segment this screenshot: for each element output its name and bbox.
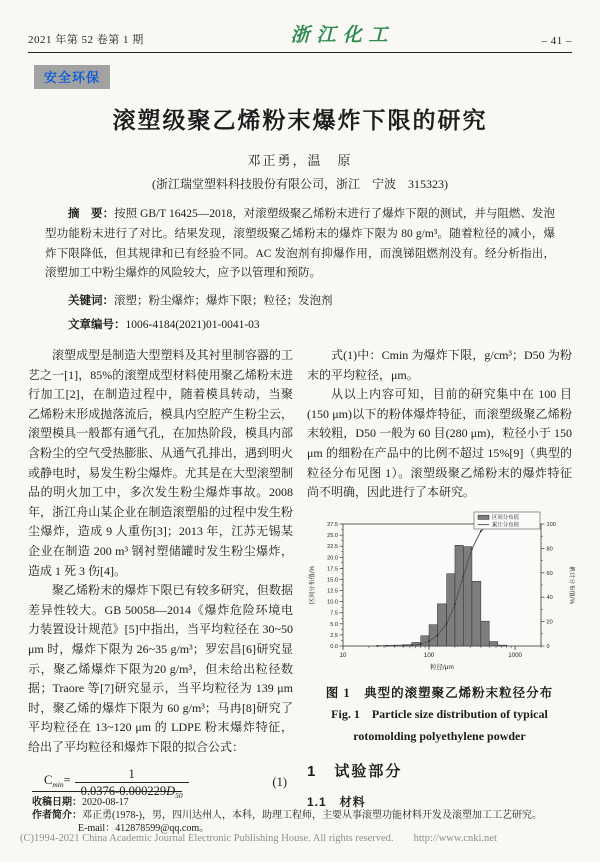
copyright-line xyxy=(20,833,585,844)
svg-text:累计分布值: 累计分布值 xyxy=(492,522,519,529)
svg-text:0: 0 xyxy=(546,643,550,650)
authors: 邓正勇，温 原 xyxy=(247,153,353,168)
keywords-label: 关键词： xyxy=(68,295,114,308)
figure-caption-en-line2: rotomolding polyethylene powder xyxy=(353,729,526,743)
section-heading-1: 1 试验部分 xyxy=(307,762,403,780)
svg-text:2.5: 2.5 xyxy=(330,632,338,639)
equation-number: (1) xyxy=(272,775,287,790)
received-date-label: 收稿日期： xyxy=(32,797,82,808)
svg-text:80: 80 xyxy=(546,546,553,553)
svg-text:12.5: 12.5 xyxy=(327,588,338,595)
svg-text:22.5: 22.5 xyxy=(327,543,338,550)
received-date-value: 2020-08-17 xyxy=(82,797,129,808)
copyright-text: (C)1994-2021 China Academic Journal Electronic Publishing House. All rights reserved. xyxy=(20,833,394,844)
abstract-label: 摘 要： xyxy=(68,208,115,220)
article-title: 滚塑级聚乙烯粉末爆炸下限的研究 xyxy=(112,108,488,133)
particle-size-chart xyxy=(307,511,575,679)
abstract xyxy=(45,205,555,284)
fraction-denominator: $0.0376-0.000229D_{50}$ xyxy=(75,782,189,801)
svg-text:粒径/μm: 粒径/μm xyxy=(430,663,454,671)
abstract-text: 按照 GB/T 16425—2018，对滚塑级聚乙烯粉末进行了爆炸下限的测试，并与阻燃、发泡型功能粉末进行了对比。结果发现，滚塑级聚乙烯粉末的爆炸下限为 80 g/m³。随着粒径的减小，爆炸下限降低，但其规律和已有经验不同。AC 发泡剂有抑爆作用，而溴锑阻燃剂没有。经分析指出，滚塑加工中粉尘爆炸的风险较大，应予以管理和预防。 xyxy=(45,208,556,280)
svg-text:100: 100 xyxy=(546,521,556,528)
section-heading-1-1: 1.1 材料 xyxy=(307,795,366,810)
author-bio-line xyxy=(32,809,578,822)
page-header xyxy=(28,0,572,53)
svg-text:25.0: 25.0 xyxy=(327,532,338,539)
copyright-url: http://www.cnki.net xyxy=(413,833,497,844)
body-columns xyxy=(28,346,575,813)
paragraph: 从以上内容可知，目前的研究集中在 100 目(150 μm)以下的粉体爆炸特征，而滚塑级聚乙烯粉末较粗，D50 一般为 60 目(280 μm)，粒径小于 150 μm 的细粉在产品中的比例不超过 15%[9]（典型的粒径分布见图 1）。滚塑级聚乙烯粉末的爆炸特征尚不明确，因此进行了本研究。 xyxy=(307,387,572,500)
footnote-block xyxy=(32,791,578,835)
figure-1 xyxy=(307,511,575,747)
svg-text:10: 10 xyxy=(339,651,347,659)
affiliation: (浙江瑞堂塑料科技股份有限公司，浙江 宁波 315323) xyxy=(152,177,448,191)
svg-text:27.5: 27.5 xyxy=(327,521,338,528)
paragraph: 式(1)中：Cmin 为爆炸下限，g/cm³；D50 为粉末的平均粒径，μm。 xyxy=(307,348,572,382)
issue-info: 2021 年第 52 卷第 1 期 xyxy=(28,34,144,46)
left-column xyxy=(28,346,293,813)
article-number xyxy=(45,316,555,332)
svg-text:15.0: 15.0 xyxy=(327,577,338,584)
article-number-label: 文章编号： xyxy=(68,319,126,332)
keywords xyxy=(45,292,555,308)
svg-text:40: 40 xyxy=(546,595,553,602)
journal-name: 浙江化工 xyxy=(290,25,395,46)
paragraph: 滚塑成型是制造大型塑料及其衬里制容器的工艺之一[1]，85%的滚塑成型材料使用聚乙烯粉末进行加工[2]，在制造过程中，随着模具转动，当聚乙烯粉末形成抛落流后，模具内空腔产生粉尘云，滚塑模具一般都有通气孔，在加热阶段，模具内部含粉尘的空气受热膨胀、从通气孔排出，遇到明火或静电时，易发生粉尘爆炸。尤其是在大型滚塑制品的明火加工中，多次发生粉尘爆炸事故。2008 年，浙江舟山某企业在制造滚塑船的过程中发生粉尘爆炸，造成 9 人重伤[3]；2013 年，江苏无锡某企业在制造 200 m³ 钢衬塑储罐时发生粉尘爆炸，造成 1 死 3 伤[4]。 xyxy=(28,348,293,578)
svg-text:20.0: 20.0 xyxy=(327,555,338,562)
svg-text:1000: 1000 xyxy=(508,651,522,659)
author-bio-text: 邓正勇(1978-)，男，四川达州人，本科，助理工程师，主要从事滚塑功能材料开发及滚塑加工工艺研究。 xyxy=(82,810,542,821)
fraction-numerator: 1 xyxy=(128,766,135,781)
svg-text:20: 20 xyxy=(546,619,553,626)
paragraph: 聚乙烯粉末的爆炸下限已有较多研究，但数据差异性较大。GB 50058—2014《爆炸危险环境电力装置设计规范》[5]中指出，当平均粒径在 30~50 μm 时，爆炸下限为 26~35 g/m³；罗宏昌[6]研究显示，聚乙烯爆炸下限为20 g/m³，但未给出粒径数据；Traore 等[7]研究显示，当平均粒径为 139 μm 时，聚乙烯的爆炸下限为 60 g/m³；马冉[8]研究了平均粒径在 13~120 μm 的 LDPE 粉末爆炸特征，给出了平均粒径和爆炸下限的拟合公式： xyxy=(28,583,293,754)
svg-text:区间分布值/%: 区间分布值/% xyxy=(309,565,316,604)
page-number: – 41 – xyxy=(541,35,572,47)
svg-text:17.5: 17.5 xyxy=(327,566,338,573)
svg-text:60: 60 xyxy=(546,570,553,577)
column-badge: 安全环保 xyxy=(34,65,110,89)
svg-text:100: 100 xyxy=(423,651,435,659)
figure-caption-en-line1: Fig. 1 Particle size distribution of typical xyxy=(331,707,548,722)
svg-text:区间分布值: 区间分布值 xyxy=(492,515,519,522)
author-bio-label: 作者简介： xyxy=(32,810,82,821)
author-email: E-mail：412878599@qq.com。 xyxy=(78,823,210,834)
svg-text:10.0: 10.0 xyxy=(327,599,338,606)
figure-caption-cn: 图 1 典型的滚塑聚乙烯粉末粒径分布 xyxy=(325,685,554,700)
svg-text:0.0: 0.0 xyxy=(330,643,338,650)
article-number-text: 1006-4184(2021)01-0041-03 xyxy=(125,319,260,332)
received-date-line xyxy=(32,796,578,809)
footnote-rule xyxy=(32,791,182,792)
keywords-text: 滚塑；粉尘爆炸；爆炸下限；粒径；发泡剂 xyxy=(114,295,333,308)
svg-text:5.0: 5.0 xyxy=(330,621,338,628)
equation-lhs: $C_{min}=$ xyxy=(44,773,71,790)
right-column xyxy=(307,346,575,813)
svg-text:累计分布值/%: 累计分布值/% xyxy=(568,565,575,604)
svg-text:7.5: 7.5 xyxy=(330,610,338,617)
